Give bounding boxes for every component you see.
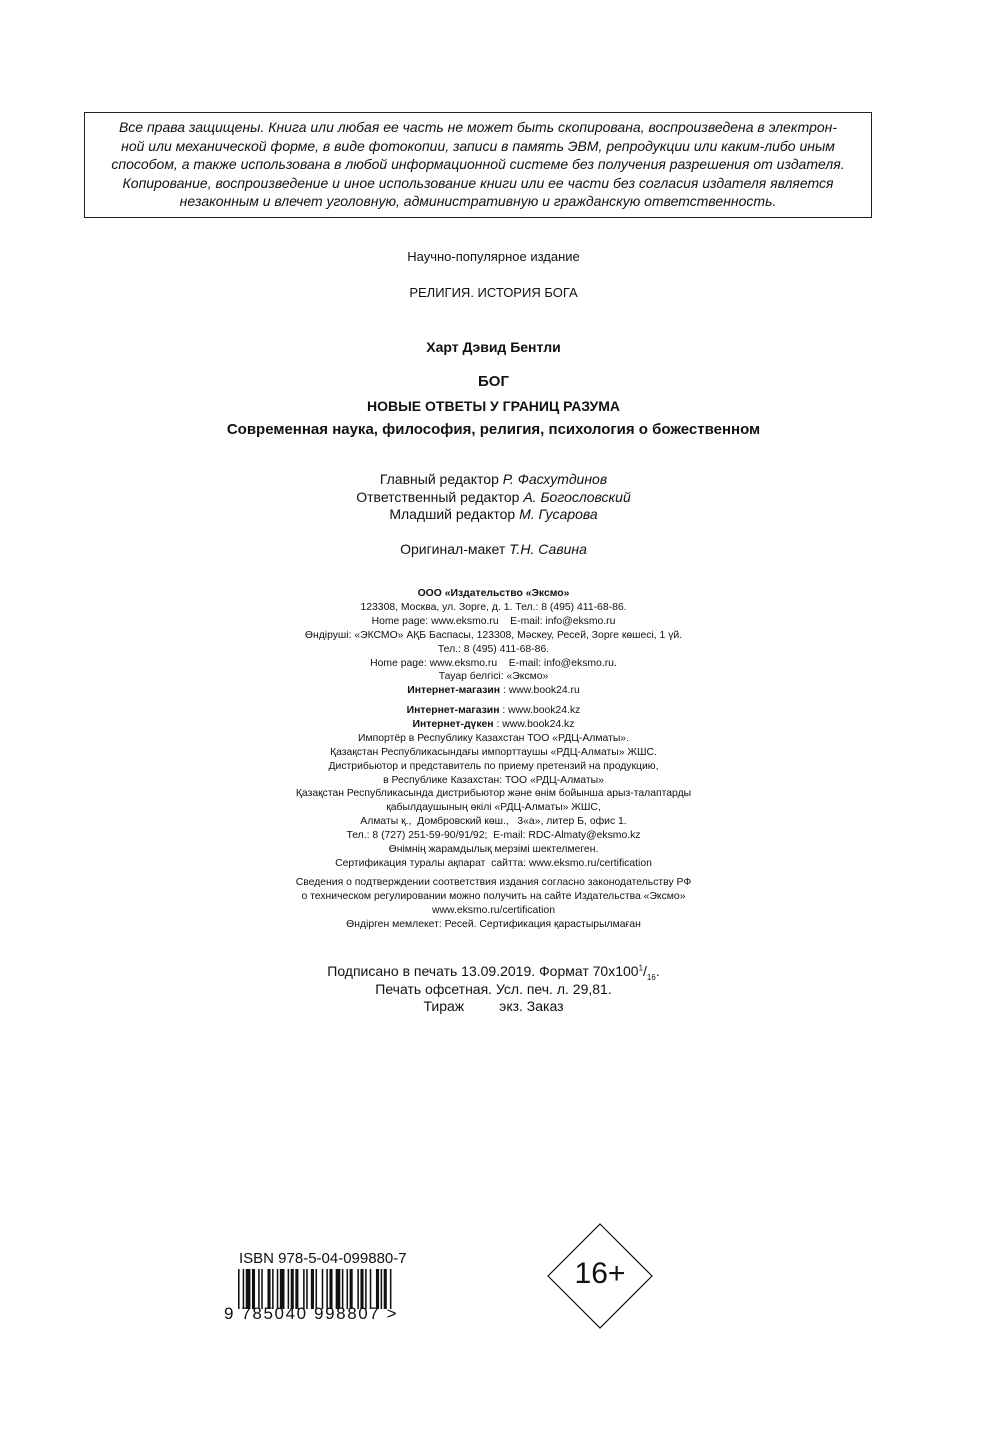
age-rating-badge — [547, 1223, 653, 1329]
editor-line: Главный редактор Р. Фасхутдинов — [379, 471, 608, 487]
barcode-icon — [238, 1269, 438, 1309]
certification-line: www.eksmo.ru/certification — [432, 904, 555, 916]
distribution-line: Өнімнің жарамдылық мерзімі шектелмеген. — [388, 844, 599, 856]
publisher-block — [0, 587, 987, 698]
print-info — [0, 963, 987, 1016]
publisher-line: Home page: www.eksmo.ru E-mail: info@eksmo.ru — [371, 615, 616, 627]
age-rating-label: 16+ — [574, 1257, 626, 1290]
rights-line: Копирование, воспроизведение и иное использование книги или ее части без согласия издателя является — [122, 174, 834, 191]
editors-block — [0, 471, 987, 524]
certification-line: о техническом регулировании можно получить на сайте Издательства «Эксмо» — [301, 890, 686, 902]
isbn-number: ISBN 978-5-04-099880-7 — [239, 1250, 407, 1267]
certification-line: Өндірген мемлекет: Ресей. Сертификация қарастырылмаған — [346, 918, 641, 930]
online-shop-kz: Интернет-магазин : www.book24.kz — [406, 705, 581, 716]
distribution-line: Сертификация туралы ақпарат сайтта: www.eksmo.ru/certification — [335, 857, 652, 869]
series-name: РЕЛИГИЯ. ИСТОРИЯ БОГА — [409, 285, 578, 300]
book-title: БОГ — [478, 373, 509, 390]
distribution-line: Қазақстан Республикасында дистрибьютор және өнім бойынша арыз-талаптарды — [295, 788, 692, 800]
rights-notice-box — [84, 112, 872, 218]
distribution-line: Қазақстан Республикасындағы импорттаушы «РДЦ-Алматы» ЖШС. — [330, 746, 657, 758]
distribution-line: Дистрибьютор и представитель по приему претензий на продукцию, — [328, 760, 659, 772]
print-type: Печать офсетная. Усл. печ. л. 29,81. — [375, 980, 612, 997]
distribution-line: в Республике Казахстан: ТОО «РДЦ-Алматы» — [383, 774, 604, 786]
rights-line: Все права защищены. Книга или любая ее часть не может быть скопирована, воспроизведена в электрон- — [118, 119, 838, 135]
publisher-name: ООО «Издательство «Эксмо» — [417, 588, 570, 599]
rights-line: незаконным и влечет уголовную, административную и гражданскую ответственность. — [179, 193, 777, 210]
layout-credit: Оригинал-макет Т.Н. Савина — [400, 541, 587, 557]
editor-line: Младший редактор М. Гусарова — [389, 506, 598, 522]
print-signed: Подписано в печать 13.09.2019. Формат $70x100^1/_{16}$. — [327, 963, 660, 982]
certification-block — [0, 876, 987, 932]
publisher-line: Өндіруші: «ЭКСМО» АҚБ Баспасы, 123308, Мәскеу, Ресей, Зорге көшесі, 1 үй. — [304, 629, 683, 641]
distribution-block — [0, 704, 987, 871]
book-subtitle: НОВЫЕ ОТВЕТЫ У ГРАНИЦ РАЗУМА — [366, 398, 621, 414]
publisher-line: Тауар белгісі: «Эксмо» — [438, 671, 549, 683]
distribution-line: Алматы қ., Домбровский көш., 3«а», литер Б, офис 1. — [360, 816, 627, 828]
author-name: Харт Дэвид Бентли — [426, 339, 561, 355]
barcode-digits: 9 785040 998807 > — [224, 1304, 399, 1323]
distribution-line: Импортёр в Республику Казахстан ТОО «РДЦ-Алматы». — [358, 732, 629, 744]
online-shop-ru: Интернет-магазин : www.book24.ru — [407, 685, 580, 697]
distribution-line: қабылдаушының өкілі «РДЦ-Алматы» ЖШС, — [386, 802, 601, 814]
publisher-line: Тел.: 8 (495) 411-68-86. — [437, 643, 550, 655]
book-subtitle-2: Современная наука, философия, религия, психология о божественном — [226, 421, 761, 438]
online-shop-kz-kazakh: Интернет-дүкен : www.book24.kz — [412, 718, 575, 730]
isbn-barcode-block — [224, 1250, 454, 1330]
publisher-line: Home page: www.eksmo.ru E-mail: info@eksmo.ru. — [370, 657, 617, 669]
editor-line: Ответственный редактор А. Богословский — [356, 488, 631, 505]
distribution-line: Тел.: 8 (727) 251-59-90/91/92; E-mail: RDC-Almaty@eksmo.kz — [346, 830, 641, 842]
edition-type: Научно-популярное издание — [407, 249, 580, 264]
print-run: Тираж экз. Заказ — [423, 998, 564, 1014]
rights-line: ной или механической форме, в виде фотокопии, записи в память ЭВМ, репродукции или каким-либо иным — [121, 137, 835, 154]
certification-line: Сведения о подтверждении соответствия издания согласно законодательству РФ — [295, 877, 692, 888]
publisher-line: 123308, Москва, ул. Зорге, д. 1. Тел.: 8 (495) 411-68-86. — [360, 601, 627, 613]
rights-line: способом, а также использована в любой информационной системе без получения разрешения от издателя. — [111, 156, 845, 173]
